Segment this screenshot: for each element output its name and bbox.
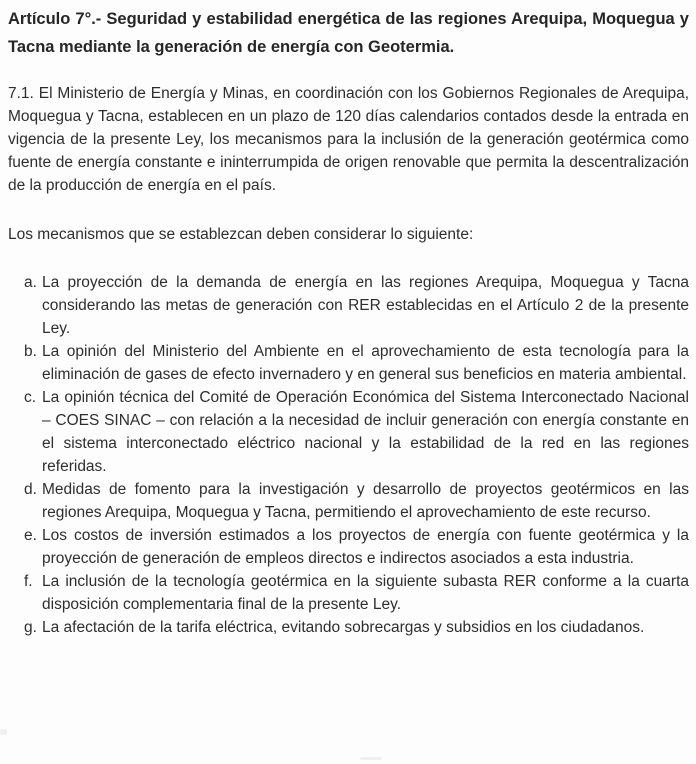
list-item-b (8, 340, 689, 386)
list-item-marker: a. (24, 274, 37, 291)
list-item-marker: d. (24, 481, 37, 498)
scan-artifact (0, 729, 7, 735)
scan-artifact (360, 757, 382, 760)
list-item-text: La inclusión de la tecnología geotérmica en la siguiente subasta RER conforme a la cuarta disposición complementaria final de la presente Ley. (42, 573, 689, 613)
list-item-marker: c. (24, 389, 37, 406)
list-item-text: La proyección de la demanda de energía en las regiones Arequipa, Moquegua y Tacna considerando las metas de generación con RER establecidas en el Artículo 2 de la presente Ley. (42, 274, 689, 337)
list-item-marker: g. (24, 619, 37, 636)
paragraph-7-1: 7.1. El Ministerio de Energía y Minas, en coordinación con los Gobiernos Regionales de Arequipa, Moquegua y Tacna, establecen en un plazo de 120 días calendarios contados desde la entrada en vigencia de la presente Ley, los mecanismos para la inclusión de la generación geotérmica como fuente de energía constante e ininterrumpida de origen renovable que permita la descentralización de la producción de energía en el país. (8, 85, 689, 194)
list-item-g (8, 616, 689, 639)
list-item-text: La opinión técnica del Comité de Operación Económica del Sistema Interconectado Nacional – COES SINAC – con relación a la necesidad de incluir generación con energía constante en el sistema interconectado eléctrico nacional y la estabilidad de la red en las regiones referidas. (42, 389, 689, 475)
article-title: Artículo 7°.- Seguridad y estabilidad energética de las regiones Arequipa, Moquegua y Tacna mediante la generación de energía con Geotermia. (8, 10, 689, 56)
list-item-text: La opinión del Ministerio del Ambiente en el aprovechamiento de esta tecnología para la eliminación de gases de efecto invernadero y en general sus beneficios en materia ambiental. (42, 343, 689, 383)
list-item-marker: b. (24, 343, 37, 360)
list-item-d (8, 478, 689, 524)
paragraph-intro: Los mecanismos que se establezcan deben considerar lo siguiente: (8, 226, 474, 243)
mechanism-list (8, 271, 689, 639)
list-item-marker: f. (24, 573, 33, 590)
list-item-text: La afectación de la tarifa eléctrica, evitando sobrecargas y subsidios en los ciudadanos. (42, 619, 645, 636)
list-item-marker: e. (24, 527, 37, 544)
list-item-f (8, 570, 689, 616)
list-item-text: Medidas de fomento para la investigación y desarrollo de proyectos geotérmicos en las regiones Arequipa, Moquegua y Tacna, permitiendo el aprovechamiento de este recurso. (42, 481, 689, 521)
list-item-c (8, 386, 689, 478)
list-item-e (8, 524, 689, 570)
list-item-a (8, 271, 689, 340)
list-item-text: Los costos de inversión estimados a los proyectos de energía con fuente geotérmica y la proyección de generación de empleos directos e indirectos asociados a esta industria. (42, 527, 689, 567)
